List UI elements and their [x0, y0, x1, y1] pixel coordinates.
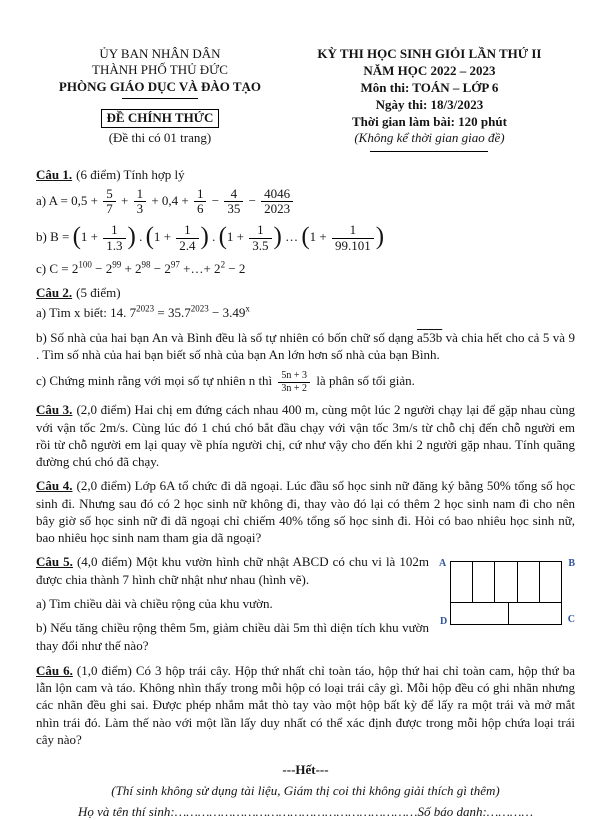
duration-line: Thời gian làm bài: 120 phút [351, 113, 507, 129]
issuing-authority-block [36, 46, 284, 152]
question-1-intro: (6 điểm) Tính hợp lý [76, 167, 185, 183]
question-3-label: Câu 3. [36, 402, 73, 418]
question-1-label: Câu 1. [36, 167, 73, 183]
question-1c-formula: c) $C = 2^{100} - 2^{99} + 2^{98} - 2^{97}$ +…+ $2^2 - 2$ [36, 259, 246, 276]
question-2-label: Câu 2. [36, 285, 73, 301]
figure-bottom-left [451, 603, 509, 624]
question-2-intro: (5 điểm) [76, 285, 121, 301]
question-5-label: Câu 5. [36, 554, 73, 570]
question-2c-text: c) Chứng minh rằng với mọi số tự nhiên n thì $\frac{5n + 3}{3n + 2}$ là phân số tối giản. [36, 370, 415, 394]
question-2 [36, 284, 575, 394]
figure-strip-1 [451, 562, 473, 602]
figure-corner-c-label: C [567, 614, 575, 626]
question-1b-formula: b) B = (1 + $\frac{1}{1.3}$ ) . (1 + $\frac{1}{2.4}$ ) . (1 + $\frac{1}{3.5}$ ) … (1 + $\frac{1}{99.101}$ ) [36, 222, 385, 253]
figure-strip-2 [473, 562, 495, 602]
official-exam-badge: ĐỀ CHÍNH THỨC [101, 109, 220, 128]
figure-outer-rectangle [450, 561, 562, 625]
end-marker: ---Hết--- [282, 762, 329, 778]
figure-corner-a-label: A [439, 558, 447, 570]
document-header [36, 46, 575, 152]
question-5-text: (4,0 điểm) Một khu vườn hình chữ nhật ABCD có chu vi là 102m được chia thành 7 hình chữ nhật như nhau (hình vẽ). [36, 554, 429, 587]
authority-line1: ỦY BAN NHÂN DÂN [99, 46, 221, 61]
page-count-note: (Đề thi có 01 trang) [108, 130, 212, 145]
garden-rectangle-figure [439, 556, 575, 634]
candidate-name-line: Họ và tên thí sinh:………………………………………………………Số báo danh:………… [77, 803, 534, 819]
question-1 [36, 166, 575, 277]
question-5 [36, 553, 575, 660]
question-3-text: (2,0 điểm) Hai chị em đứng cách nhau 400 m, cùng một lúc 2 người chạy lại để gặp nhau cùng với vận tốc 2m/s. Cùng lúc đó 1 chú chó bắt đầu chạy với vận tốc 3m/s từ chỗ chị đến chỗ người em rồi từ chỗ người em lại quay về phía người chị, cứ như vậy cho đến khi 2 người gặp nhau. Tính quãng đường chú chó đã chạy. [36, 402, 575, 470]
exam-body [36, 166, 575, 820]
exam-date: Ngày thi: 18/3/2023 [375, 96, 484, 112]
document-footer [36, 761, 575, 820]
question-4-label: Câu 4. [36, 478, 73, 494]
figure-bottom-right [509, 603, 561, 624]
authority-line2: THÀNH PHỐ THỦ ĐỨC [92, 62, 228, 78]
duration-note: (Không kể thời gian giao đề) [354, 130, 505, 146]
figure-top-row [451, 562, 561, 603]
question-2a-formula: a) Tìm x biết: 14. $7^{2023} = 35.7^{2023} - 3.49^x$ [36, 304, 250, 321]
figure-corner-b-label: B [568, 558, 575, 570]
question-1-heading [36, 166, 575, 183]
figure-strip-4 [518, 562, 540, 602]
exam-title: KỲ THI HỌC SINH GIỎI LẦN THỨ II [317, 46, 542, 61]
question-6-label: Câu 6. [36, 662, 73, 678]
question-3 [36, 401, 575, 470]
figure-bottom-row [451, 603, 561, 624]
subject-line: Môn thi: TOÁN – LỚP 6 [360, 79, 499, 95]
figure-strip-3 [495, 562, 517, 602]
header-left-rule [122, 98, 198, 99]
question-6-text: (1,0 điểm) Có 3 hộp trái cây. Hộp thứ nhất chỉ toàn táo, hộp thứ hai chỉ toàn cam, hộp thứ ba lẫn lộn cam và táo. Không nhìn thấy trong mỗi hộp có loại trái cây gì. Mỗi hộp đều có ghi nhãn nhưng các nhãn đều ghi sai. Được phép nhắm mắt thò tay vào một hộp bất kỳ để lấy ra một trái và mở mắt nhìn trái đó. Làm thế nào với một lần lấy duy nhất có thể xác định được trong mỗi hộp chứa loại trái cây nào? [36, 662, 575, 747]
question-5b-text: b) Nếu tăng chiều rộng thêm 5m, giảm chiều dài 5m thì diện tích khu vườn thay đổi như thế nào? [36, 620, 429, 653]
question-5a-text: a) Tìm chiều dài và chiều rộng của khu vườn. [36, 596, 273, 612]
figure-strip-5 [540, 562, 561, 602]
question-1a-formula: a) A = 0,5 + $\frac{5}{7}$ + $\frac{1}{3}$ + 0,4 + $\frac{1}{6}$ − $\frac{4}{35}$ − $\frac{4046}{2023}$ [36, 187, 575, 217]
figure-corner-d-label: D [440, 616, 448, 628]
question-2b-text: b) Số nhà của hai bạn An và Bình đều là số tự nhiên có bốn chữ số dạng a53b và chia hết cho cả 5 và 9 . Tìm số nhà của hai bạn biết số nhà của bạn An lớn hơn số nhà của bạn Bình. [36, 329, 575, 362]
question-4-text: (2,0 điểm) Lớp 6A tổ chức đi dã ngoại. Lúc đầu số học sinh nữ đăng ký bằng 50% tổng số học sinh đi. Nhưng sau đó có 2 học sinh nữ không đi, thay vào đó lại có thêm 2 học sinh nam đi cho nên bây giờ số học sinh nữ đi dã ngoại chỉ chiếm 40% tổng số học sinh đi. Hỏi có bao nhiêu học sinh nữ, bao nhiêu học sinh nam tham gia dã ngoại? [36, 478, 576, 546]
exam-info-block [284, 46, 575, 152]
question-6 [36, 662, 575, 748]
school-year: NĂM HỌC 2022 – 2023 [363, 62, 496, 78]
question-4 [36, 477, 575, 546]
authority-line3: PHÒNG GIÁO DỤC VÀ ĐÀO TẠO [58, 78, 262, 94]
question-2-heading [36, 284, 575, 301]
proctor-note: (Thí sinh không sử dụng tài liệu, Giám thị coi thi không giải thích gì thêm) [111, 782, 500, 798]
header-right-rule [370, 151, 488, 152]
